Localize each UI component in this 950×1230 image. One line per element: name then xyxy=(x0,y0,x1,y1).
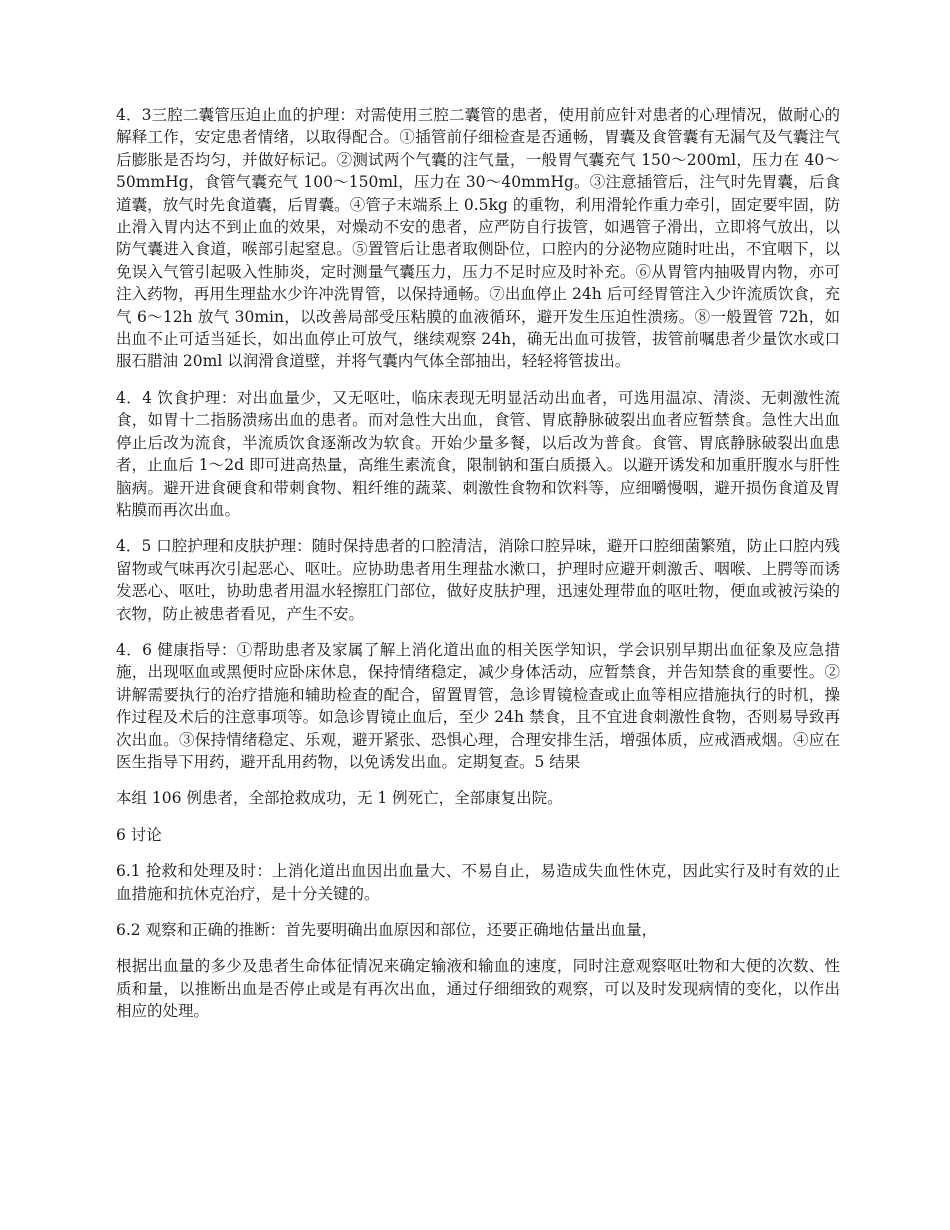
document-page xyxy=(116,104,840,1037)
paragraph-4-5: 4．5 口腔护理和皮肤护理：随时保持患者的口腔清洁，消除口腔异味，避开口腔细菌繁殖，防止口腔内残留物或气味再次引起恶心、呕吐。应协助患者用生理盐水漱口，护理时应避开刺激舌、咽喉、上腭等而诱发恶心、呕吐，协助患者用温水轻擦肛门部位，做好皮肤护理，迅速处理带血的呕吐物，便血或被污染的衣物，防止被患者看见，产生不安。 xyxy=(116,537,840,623)
paragraph-4-4: 4．4 饮食护理：对出血量少，又无呕吐，临床表现无明显活动出血者，可选用温凉、清淡、无刺激性流食，如胃十二指肠溃疡出血的患者。而对急性大出血，食管、胃底静脉破裂出血者应暂禁食。急性大出血停止后改为流食，半流质饮食逐渐改为软食。开始少量多餐，以后改为普食。食管、胃底静脉破裂出血患者，止血后 1～2d 即可进高热量，高维生素流食，限制钠和蛋白质摄入。以避开诱发和加重肝腹水与肝性脑病。避开进食硬食和带刺食物、粗纤维的蔬菜、刺激性食物和饮料等，应细嚼慢咽，避开损伤食道及胃粘膜而再次出血。 xyxy=(116,388,840,519)
paragraph-results: 本组 106 例患者，全部抢救成功，无 1 例死亡，全部康复出院。 xyxy=(116,789,563,808)
paragraph-6-2: 6.2 观察和正确的推断：首先要明确出血原因和部位，还要正确地估量出血量， xyxy=(116,921,658,939)
paragraph-4-6: 4．6 健康指导：①帮助患者及家属了解上消化道出血的相关医学知识，学会识别早期出血征象及应急措施，出现呕血或黑便时应卧床休息，保持情绪稳定，减少身体活动，应暂禁食，并告知禁食的重要性。②讲解需要执行的治疗措施和辅助检查的配合，留置胃管，急诊胃镜检查或止血等相应措施执行的时机，操作过程及术后的注意事项等。如急诊胃镜止血后，至少 24h 禁食，且不宜进食刺激性食物，否则易导致再次出血。③保持情绪稳定、乐观，避开紧张、恐惧心理，合理安排生活，增强体质，应戒酒戒烟。④应在医生指导下用药，避开乱用药物，以免诱发出血。定期复查。5 结果 xyxy=(116,640,840,771)
paragraph-4-3: 4．3三腔二囊管压迫止血的护理：对需使用三腔二囊管的患者，使用前应针对患者的心理情况，做耐心的解释工作，安定患者情绪，以取得配合。①插管前仔细检查是否通畅，胃囊及食管囊有无漏气及气囊注气后膨胀是否均匀，并做好标记。②测试两个气囊的注气量，一般胃气囊充气 150～200ml，压力在 40～50mmHg，食管气囊充气 100～150ml，压力在 30～40mmHg。③注意插管后，注气时先胃囊，后食道囊，放气时先食道囊，后胃囊。④管子末端系上 0.5kg 的重物，利用滑轮作重力牵引，固定要牢固，防止滑入胃内达不到止血的效果，对燥动不安的患者，应严防自行拔管，如遇管子滑出，立即将气放出，以防气囊进入食道，喉部引起窒息。⑤置管后让患者取侧卧位，口腔内的分泌物应随时吐出，不宜咽下，以免误入气管引起吸入性肺炎，定时测量气囊压力，压力不足时应及时补充。⑥从胃管内抽吸胃内物，亦可注入药物，再用生理盐水少许冲洗胃管，以保持通畅。⑦出血停止 24h 后可经胃管注入少许流质饮食，充气 6～12h 放气 30min，以改善局部受压粘膜的血液循环，避开发生压迫性溃疡。⑧一般置管 72h，如出血不止可适当延长，如出血停止可放气，继续观察 24h，确无出血可拔管，拔管前嘱患者少量饮水或口服石腊油 20ml 以润滑食道壁，并将气囊内气体全部抽出，轻轻将管拔出。 xyxy=(116,106,840,371)
paragraph-6-2-continued: 根据出血量的多少及患者生命体征情况来确定输液和输血的速度，同时注意观察呕吐物和大便的次数、性质和量，以推断出血是否停止或是有再次出血，通过仔细细致的观察，可以及时发现病情的变化，以作出相应的处理。 xyxy=(116,957,840,1021)
section-heading-discussion: 6 讨论 xyxy=(116,825,162,844)
paragraph-6-1: 6.1 抢救和处理及时：上消化道出血因出血量大、不易自止，易造成失血性休克，因此实行及时有效的止血措施和抗休克治疗，是十分关键的。 xyxy=(116,862,840,903)
